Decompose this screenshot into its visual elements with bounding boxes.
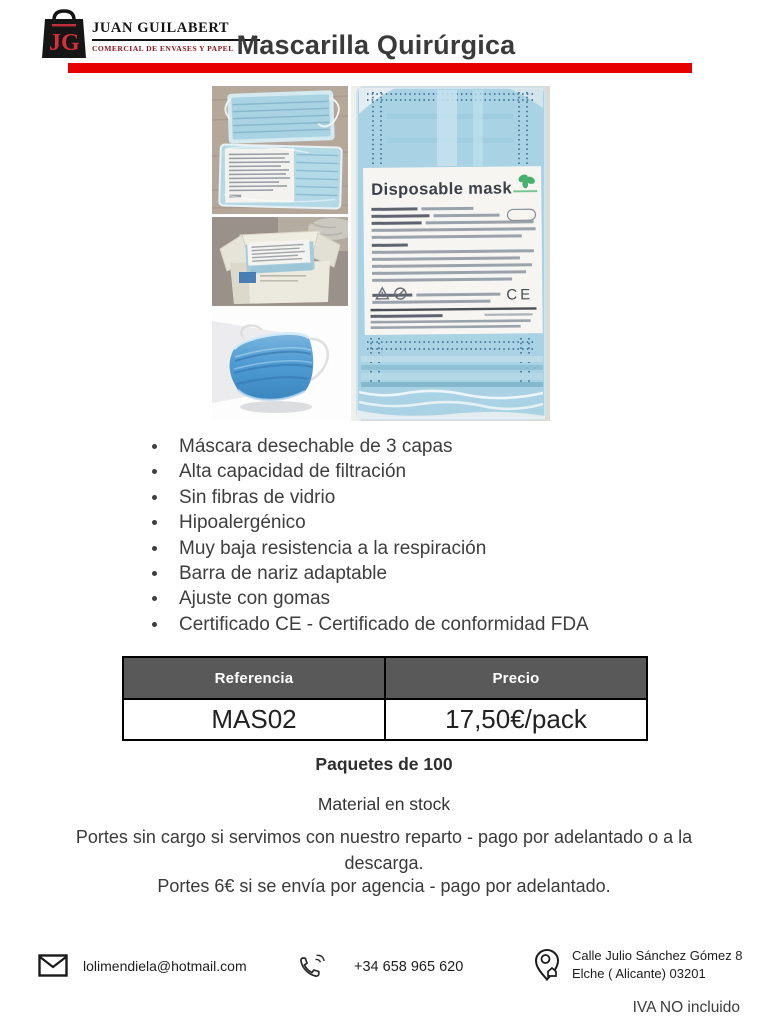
feature-item: Ajuste con gomas (148, 586, 668, 611)
footer-phone (296, 952, 463, 982)
email-text: lolimendiela@hotmail.com (83, 957, 247, 974)
reference-value: MAS02 (123, 699, 385, 740)
footer-email (38, 954, 247, 977)
column-header-price: Precio (385, 657, 647, 699)
brand-name: JUAN GUILABERT (92, 20, 230, 36)
tax-note: IVA NO incluido (632, 999, 740, 1016)
feature-item: Alta capacidad de filtración (148, 459, 668, 484)
product-photo-box-of-masks (212, 217, 348, 306)
feature-item: Hipoalergénico (148, 510, 668, 535)
location-pin-icon (533, 948, 561, 982)
pack-size-note: Paquetes de 100 (315, 754, 453, 774)
page-title: Mascarilla Quirúrgica (236, 30, 516, 60)
envelope-icon (38, 954, 68, 977)
address-line-1: Calle Julio Sánchez Gómez 8 (572, 948, 743, 963)
feature-list (148, 434, 668, 637)
stock-note: Material en stock (317, 794, 451, 814)
price-table (122, 656, 648, 741)
table-row (123, 699, 647, 740)
label-title: Disposable mask (371, 179, 513, 199)
feature-item: Barra de nariz adaptable (148, 561, 668, 586)
product-photo-pack-label (351, 86, 550, 421)
shipping-own-note: Portes sin cargo si servimos con nuestro reparto - pago por adelantado o a la descarga. (75, 827, 693, 873)
product-photo-single-mask (212, 309, 348, 422)
footer-address (533, 947, 743, 982)
ce-mark: CE (506, 286, 534, 304)
phone-text: +34 658 965 620 (354, 959, 464, 975)
column-header-reference: Referencia (123, 657, 385, 699)
feature-item: Máscara desechable de 3 capas (148, 434, 668, 459)
feature-item: Sin fibras de vidrio (148, 485, 668, 510)
title-underline-bar (68, 63, 692, 73)
feature-item: Muy baja resistencia a la respiración (148, 536, 668, 561)
feature-item: Certificado CE - Certificado de conformidad FDA (148, 612, 668, 637)
brand-tagline: COMERCIAL DE ENVASES Y PAPEL (92, 44, 234, 53)
phone-icon (296, 952, 326, 982)
product-photo-packaged-masks (212, 86, 348, 214)
address-line-2: Elche ( Alicante) 03201 (572, 965, 706, 981)
price-value: 17,50€/pack (385, 699, 647, 740)
logo-initials: JG (49, 30, 80, 56)
shipping-agency-note: Portes 6€ si se envía por agencia - pago por adelantado. (157, 876, 611, 896)
